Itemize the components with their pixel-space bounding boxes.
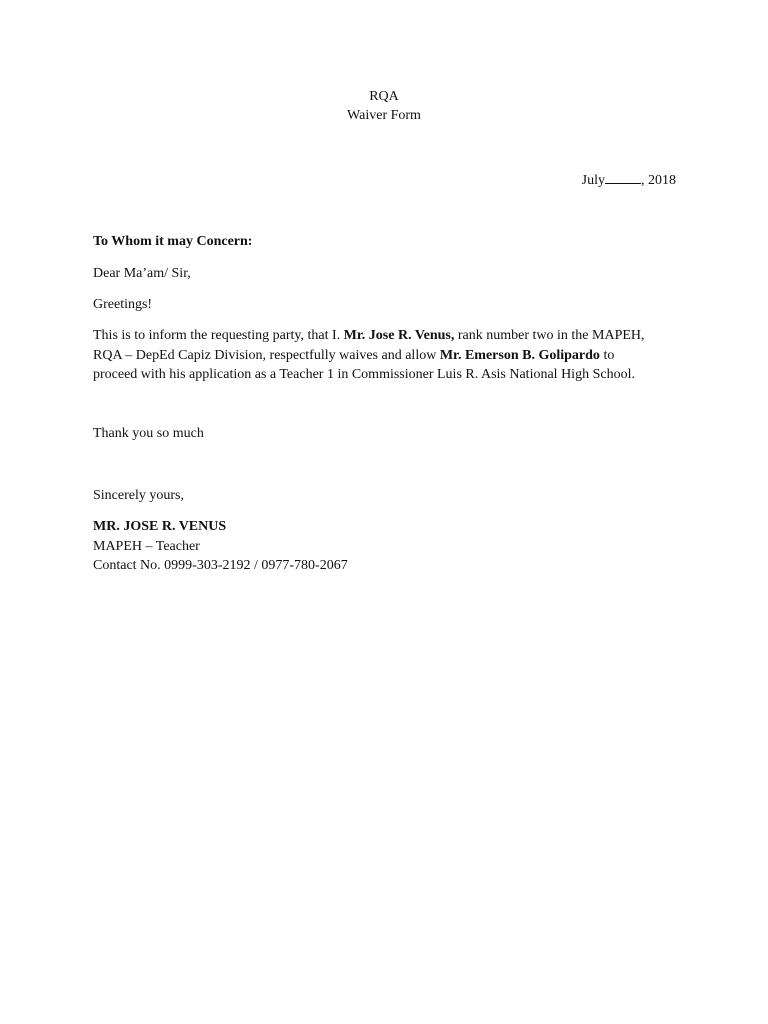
paragraph-bold-name-2: Mr. Emerson B. Golipardo (439, 347, 600, 363)
thanks-line: Thank you so much (93, 426, 204, 441)
header-form-title: Waiver Form (347, 108, 421, 123)
date-month: July (581, 173, 605, 188)
paragraph-text-3: to proceed with his application as a Teacher 1 in Commissioner Luis R. Asis National High School. (93, 347, 635, 382)
signature-block (93, 517, 653, 576)
header-rqa: RQA (369, 89, 399, 104)
date-line (582, 170, 676, 190)
body-paragraph (93, 326, 653, 385)
date-day-blank (605, 170, 641, 184)
signature-name: MR. JOSE R. VENUS (93, 519, 227, 534)
closing-line: Sincerely yours, (93, 488, 184, 503)
greeting-line: Greetings! (93, 297, 153, 312)
title-block (0, 87, 768, 125)
signature-position: MAPEH – Teacher (93, 538, 200, 554)
paragraph-bold-name-1: Mr. Jose R. Venus, (343, 328, 455, 343)
signature-contact: Contact No. 0999-303-2192 / 0977-780-2067 (93, 558, 348, 573)
paragraph-text-1: This is to inform the requesting party, that I. (93, 328, 344, 343)
dear-line: Dear Ma’am/ Sir, (93, 266, 191, 281)
salutation: To Whom it may Concern: (93, 234, 253, 249)
paragraph-text-2: rank number two in the MAPEH, RQA – DepEd Capiz Division, respectfully waives and allow (93, 328, 645, 363)
date-year: , 2018 (641, 173, 676, 188)
